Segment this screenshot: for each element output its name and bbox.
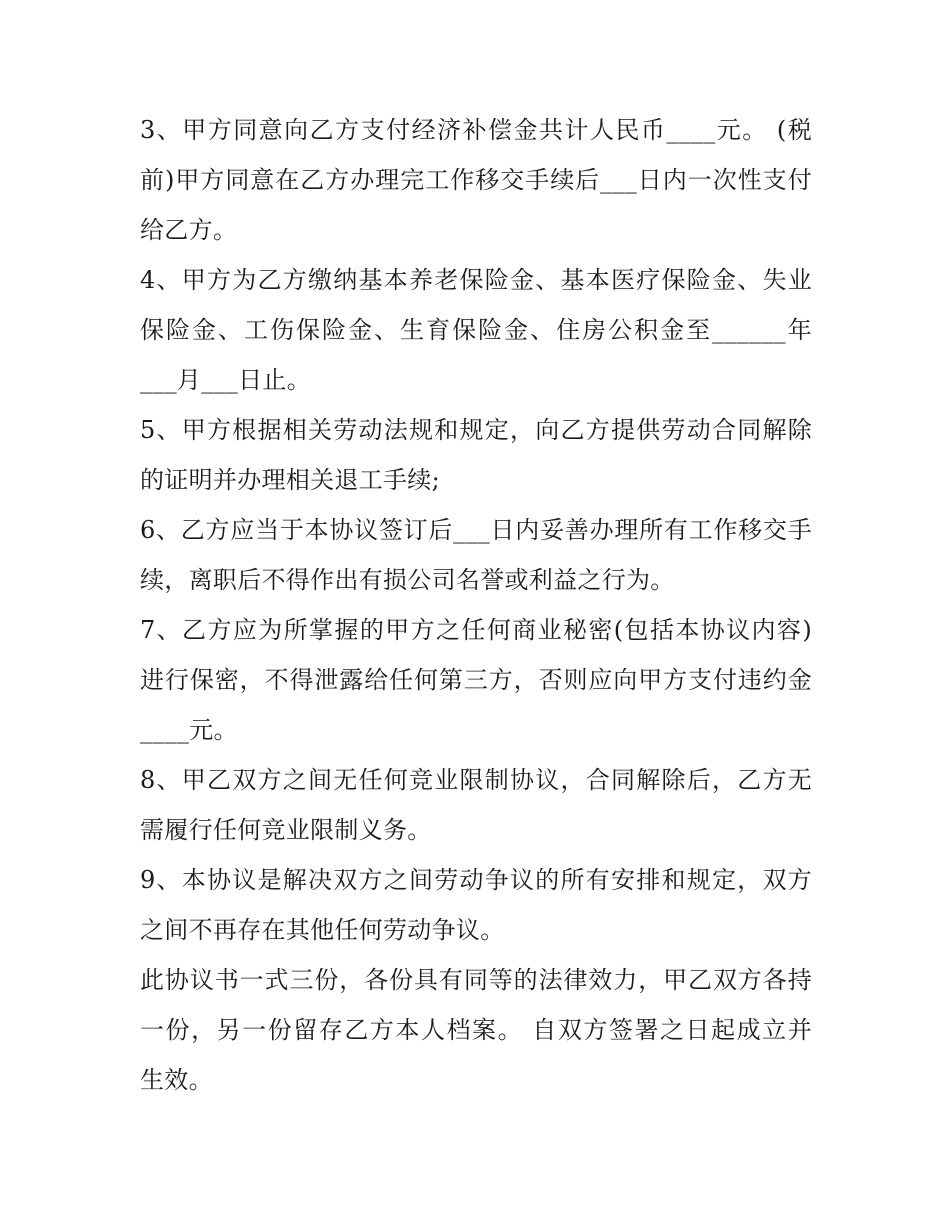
text-line: 进行保密，不得泄露给任何第三方，否则应向甲方支付违约金 <box>140 666 812 694</box>
text-line: 6、乙方应当于本协议签订后___日内妥善办理所有工作移交手 <box>140 516 812 544</box>
clause-4 <box>140 255 812 405</box>
clause-9 <box>140 855 812 955</box>
clause-3 <box>140 105 812 255</box>
text-line: 4、甲方为乙方缴纳基本养老保险金、基本医疗保险金、失业 <box>140 266 812 294</box>
clause-5 <box>140 405 812 505</box>
text-line: 3、甲方同意向乙方支付经济补偿金共计人民币____元。 (税 <box>140 116 812 144</box>
text-line: 5、甲方根据相关劳动法规和规定，向乙方提供劳动合同解除 <box>140 416 812 444</box>
clause-6 <box>140 505 812 605</box>
clause-8 <box>140 755 812 855</box>
text-line: 7、乙方应为所掌握的甲方之任何商业秘密(包括本协议内容) <box>140 616 812 644</box>
text-line: 续，离职后不得作出有损公司名誉或利益之行为。 <box>140 566 675 594</box>
text-line: 生效。 <box>140 1066 213 1094</box>
text-line: 此协议书一式三份，各份具有同等的法律效力，甲乙双方各持 <box>140 966 812 994</box>
document-body <box>140 105 812 1105</box>
text-line: 前)甲方同意在乙方办理完工作移交手续后___日内一次性支付 <box>140 166 812 194</box>
text-line: 给乙方。 <box>140 216 238 244</box>
text-line: 9、本协议是解决双方之间劳动争议的所有安排和规定，双方 <box>140 866 812 894</box>
text-line: 一份，另一份留存乙方本人档案。 自双方签署之日起成立并 <box>140 1016 812 1044</box>
closing-statement <box>140 955 812 1105</box>
text-line: 8、甲乙双方之间无任何竞业限制协议，合同解除后，乙方无 <box>140 766 812 794</box>
text-line: 之间不再存在其他任何劳动争议。 <box>140 916 505 944</box>
text-line: 保险金、工伤保险金、生育保险金、住房公积金至______年 <box>140 316 812 344</box>
text-line: ____元。 <box>140 716 238 744</box>
clause-7 <box>140 605 812 755</box>
text-line: 的证明并办理相关退工手续; <box>140 466 440 494</box>
text-line: 需履行任何竞业限制义务。 <box>140 816 432 844</box>
text-line: ___月___日止。 <box>140 366 311 394</box>
